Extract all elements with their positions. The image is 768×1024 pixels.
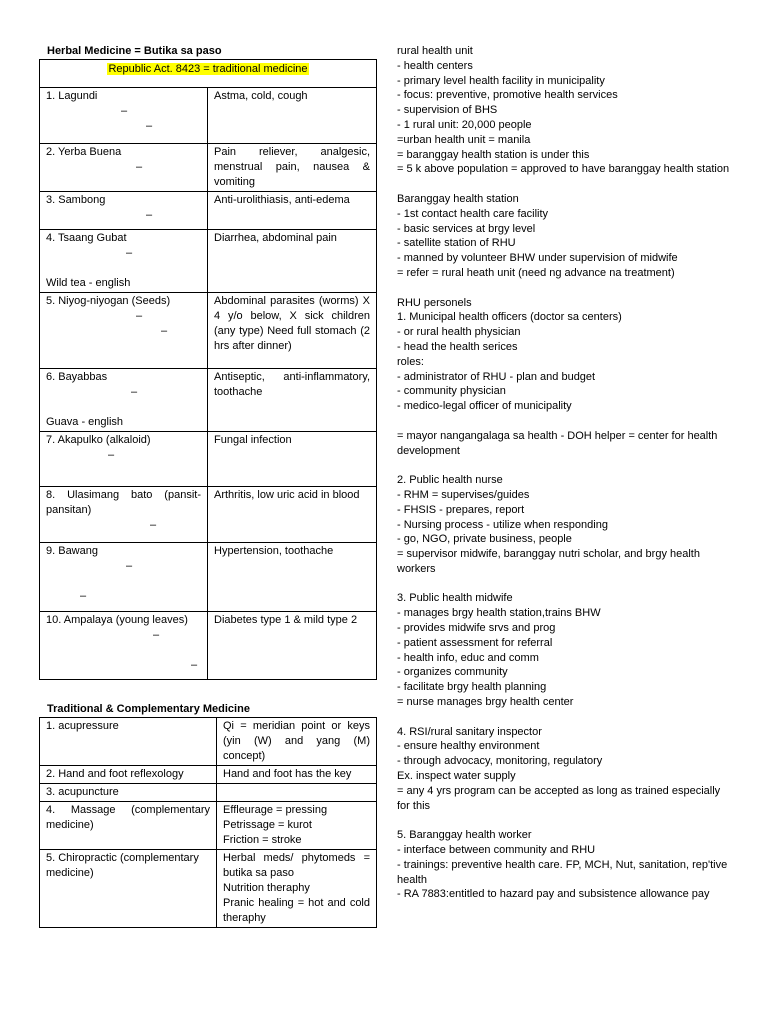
table-row bbox=[40, 88, 377, 144]
note-line: RHU personels bbox=[397, 296, 472, 309]
note-line: - through advocacy, monitoring, regulatory bbox=[397, 755, 603, 768]
note-line: - health info, educ and comm bbox=[397, 651, 539, 664]
herbal-medicine-table bbox=[39, 59, 377, 680]
herb-use-cell: Hypertension, toothache bbox=[208, 543, 377, 612]
note-line: - FHSIS - prepares, report bbox=[397, 503, 525, 516]
herb-use-cell: Astma, cold, cough bbox=[208, 88, 377, 144]
note-line: roles: bbox=[397, 355, 424, 368]
blank-line bbox=[397, 813, 732, 828]
tcm-desc-cell bbox=[217, 784, 377, 802]
herb-name: 7. Akapulko (alkaloid) bbox=[46, 434, 151, 446]
note-line: - trainings: preventive health care. FP, MCH, Nut, sanitation, rep'tive health bbox=[397, 858, 728, 886]
note-line: = supervisor midwife, baranggay nutri scholar, and brgy health workers bbox=[397, 548, 700, 575]
herb-name: 10. Ampalaya (young leaves) bbox=[46, 614, 188, 626]
note-line: 1. Municipal health officers (doctor sa centers) bbox=[397, 311, 622, 324]
herb-use-cell: Arthritis, low uric acid in blood bbox=[208, 487, 377, 543]
herb-english-name: Wild tea - english bbox=[46, 277, 131, 289]
herb-use-cell: Diarrhea, abdominal pain bbox=[208, 230, 377, 293]
note-line: Ex. inspect water supply bbox=[397, 770, 516, 783]
herb-use-cell: Abdominal parasites (worms) X 4 y/o below, X sick children (any type) Need full stomach (2 hrs after dinner) bbox=[208, 293, 377, 369]
note-line: - RHM = supervises/guides bbox=[397, 488, 530, 501]
dash-mark: – bbox=[161, 325, 168, 337]
blank-line bbox=[397, 710, 732, 725]
dash-mark: – bbox=[108, 449, 115, 461]
tcm-title: Traditional & Complementary Medicine bbox=[47, 703, 250, 715]
blank-line bbox=[397, 177, 732, 192]
herb-name: 9. Bawang bbox=[46, 545, 98, 557]
tcm-name-cell: 3. acupuncture bbox=[40, 784, 217, 802]
table-row bbox=[40, 718, 377, 766]
note-line: - facilitate brgy health planning bbox=[397, 681, 547, 694]
herb-name: 2. Yerba Buena bbox=[46, 146, 122, 158]
note-line: = any 4 yrs program can be accepted as long as trained especially for this bbox=[397, 784, 721, 812]
dash-mark: – bbox=[150, 519, 157, 531]
tcm-desc-line: Pranic healing = hot and cold theraphy bbox=[223, 897, 370, 924]
note-line: - health centers bbox=[397, 59, 473, 72]
herb-name-cell bbox=[40, 543, 208, 612]
herb-name-cell bbox=[40, 144, 208, 192]
note-line: - manned by volunteer BHW under supervision of midwife bbox=[397, 252, 678, 265]
note-line: - organizes community bbox=[397, 666, 508, 679]
note-line: - 1st contact health care facility bbox=[397, 207, 549, 220]
table-row bbox=[40, 802, 377, 850]
note-line: - provides midwife srvs and prog bbox=[397, 622, 556, 635]
tcm-desc-line: Petrissage = kurot bbox=[223, 819, 312, 831]
republic-act-banner: Republic Act. 8423 = traditional medicine bbox=[108, 63, 308, 75]
table-row bbox=[40, 850, 377, 928]
herb-name-cell bbox=[40, 88, 208, 144]
herb-use-cell: Antiseptic, anti-inflammatory, toothache bbox=[208, 369, 377, 432]
dash-mark: – bbox=[80, 590, 87, 602]
blank-line bbox=[397, 281, 732, 296]
herb-name-cell bbox=[40, 192, 208, 230]
herb-name-cell bbox=[40, 293, 208, 369]
tcm-name-cell: 1. acupressure bbox=[40, 718, 217, 766]
tcm-desc-line: Friction = stroke bbox=[223, 834, 302, 846]
dash-mark: – bbox=[191, 659, 198, 671]
note-line: = mayor nangangalaga sa health - DOH helper = center for health development bbox=[397, 429, 718, 457]
herb-name: 1. Lagundi bbox=[46, 90, 98, 102]
table-row bbox=[40, 144, 377, 192]
note-line: rural health unit bbox=[397, 45, 473, 57]
tcm-desc-line: Effleurage = pressing bbox=[223, 804, 328, 816]
note-line: 3. Public health midwife bbox=[397, 592, 513, 605]
note-line: - RA 7883:entitled to hazard pay and subsistence allowance pay bbox=[397, 888, 710, 901]
table-row bbox=[40, 543, 377, 612]
note-line: Baranggay health station bbox=[397, 192, 519, 205]
herb-use-cell: Pain reliever, analgesic, menstrual pain, nausea & vomiting bbox=[208, 144, 377, 192]
herb-name-cell bbox=[40, 369, 208, 432]
rhu-notes-column bbox=[397, 44, 732, 902]
table-banner-cell bbox=[40, 60, 377, 88]
note-line: - head the health serices bbox=[397, 340, 518, 353]
herb-name-cell bbox=[40, 487, 208, 543]
tcm-name-cell: 4. Massage (complementary medicine) bbox=[40, 802, 217, 850]
dash-mark: – bbox=[131, 386, 138, 398]
dash-mark: – bbox=[153, 629, 160, 641]
dash-mark: – bbox=[146, 120, 153, 132]
herb-name: 5. Niyog-niyogan (Seeds) bbox=[46, 295, 171, 307]
blank-line bbox=[397, 577, 732, 592]
note-line: - interface between community and RHU bbox=[397, 844, 596, 857]
dash-mark: – bbox=[126, 247, 133, 259]
herbal-medicine-title: Herbal Medicine = Butika sa paso bbox=[47, 45, 222, 57]
table-row bbox=[40, 293, 377, 369]
note-line: = nurse manages brgy health center bbox=[397, 696, 574, 709]
table-row bbox=[40, 487, 377, 543]
table-row bbox=[40, 766, 377, 784]
note-line: - ensure healthy environment bbox=[397, 740, 540, 753]
note-line: - administrator of RHU - plan and budget bbox=[397, 370, 596, 383]
tcm-desc-cell bbox=[217, 850, 377, 928]
note-line: = refer = rural heath unit (need ng advance na treatment) bbox=[397, 266, 675, 279]
tcm-name-cell: 5. Chiropractic (complementary medicine) bbox=[40, 850, 217, 928]
table-row bbox=[40, 369, 377, 432]
herb-use-cell: Diabetes type 1 & mild type 2 bbox=[208, 612, 377, 680]
dash-mark: – bbox=[136, 310, 143, 322]
note-line: - satellite station of RHU bbox=[397, 237, 516, 250]
note-line: - focus: preventive, promotive health services bbox=[397, 89, 618, 102]
dash-mark: – bbox=[146, 209, 153, 221]
table-banner-row bbox=[40, 60, 377, 88]
blank-line bbox=[397, 458, 732, 473]
note-line: = 5 k above population = approved to have baranggay health station bbox=[397, 163, 730, 176]
note-line: =urban health unit = manila bbox=[397, 133, 531, 146]
note-line: = baranggay health station is under this bbox=[397, 148, 590, 161]
note-line: 2. Public health nurse bbox=[397, 474, 503, 487]
note-line: - patient assessment for referral bbox=[397, 636, 553, 649]
tcm-desc-cell: Qi = meridian point or keys (yin (W) and yang (M) concept) bbox=[217, 718, 377, 766]
note-line: - supervision of BHS bbox=[397, 104, 498, 117]
note-line: - Nursing process - utilize when responding bbox=[397, 518, 608, 531]
note-line: - 1 rural unit: 20,000 people bbox=[397, 118, 532, 131]
blank-line bbox=[397, 414, 732, 429]
tcm-desc-line: Herbal meds/ phytomeds = butika sa paso bbox=[223, 852, 370, 879]
left-column bbox=[39, 44, 376, 928]
table-row bbox=[40, 432, 377, 487]
tcm-table bbox=[39, 717, 377, 928]
tcm-name-cell: 2. Hand and foot reflexology bbox=[40, 766, 217, 784]
herb-use-cell: Anti-urolithiasis, anti-edema bbox=[208, 192, 377, 230]
note-line: 5. Baranggay health worker bbox=[397, 829, 532, 842]
herb-use-cell: Fungal infection bbox=[208, 432, 377, 487]
table-row bbox=[40, 784, 377, 802]
herb-name: 3. Sambong bbox=[46, 194, 106, 206]
herb-name: 8. Ulasimang bato (pansit-pansitan) bbox=[46, 489, 201, 516]
note-line: - basic services at brgy level bbox=[397, 222, 536, 235]
note-line: - manages brgy health station,trains BHW bbox=[397, 607, 601, 620]
herb-english-name: Guava - english bbox=[46, 416, 124, 428]
herb-name: 6. Bayabbas bbox=[46, 371, 108, 383]
tcm-desc-cell: Hand and foot has the key bbox=[217, 766, 377, 784]
note-line: - medico-legal officer of municipality bbox=[397, 400, 572, 413]
herb-name-cell bbox=[40, 230, 208, 293]
note-line: - go, NGO, private business, people bbox=[397, 533, 572, 546]
dash-mark: – bbox=[136, 161, 143, 173]
table-row bbox=[40, 612, 377, 680]
tcm-desc-cell bbox=[217, 802, 377, 850]
table-row bbox=[40, 230, 377, 293]
note-line: - or rural health physician bbox=[397, 326, 521, 339]
table-row bbox=[40, 192, 377, 230]
tcm-desc-line: Nutrition theraphy bbox=[223, 882, 310, 894]
dash-mark: – bbox=[121, 105, 128, 117]
note-line: 4. RSI/rural sanitary inspector bbox=[397, 725, 542, 738]
dash-mark: – bbox=[126, 560, 133, 572]
herb-name-cell bbox=[40, 612, 208, 680]
note-line: - primary level health facility in municipality bbox=[397, 74, 605, 87]
herb-name-cell bbox=[40, 432, 208, 487]
herb-name: 4. Tsaang Gubat bbox=[46, 232, 127, 244]
note-line: - community physician bbox=[397, 385, 506, 398]
